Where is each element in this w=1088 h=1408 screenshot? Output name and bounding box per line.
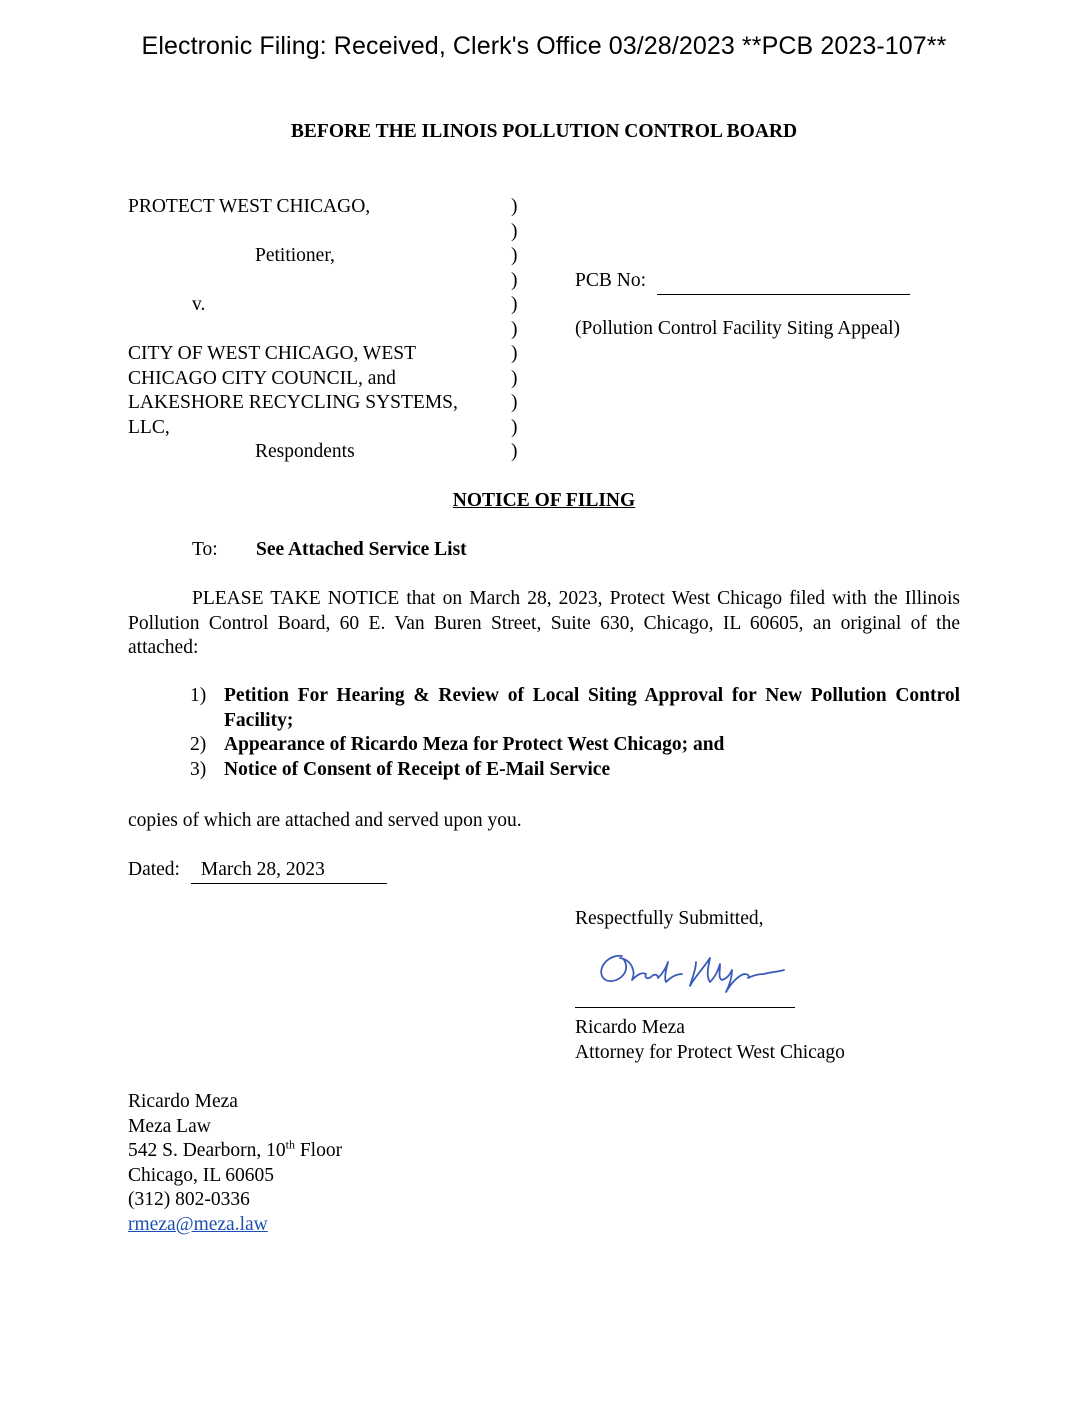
list-item — [190, 758, 960, 783]
signer-title: Attorney for Protect West Chicago — [575, 1042, 845, 1063]
filing-stamp: Electronic Filing: Received, Clerk's Office 03/28/2023 **PCB 2023-107** — [141, 32, 947, 60]
list-item-text: Appearance of Ricardo Meza for Protect West Chicago; and — [224, 734, 725, 755]
documents-list — [190, 684, 960, 782]
to-label: To: — [192, 539, 218, 560]
caption-paren: ) — [511, 392, 518, 413]
list-item-text: Notice of Consent of Receipt of E-Mail Service — [224, 758, 611, 780]
petitioner-role: Petitioner, — [255, 245, 335, 266]
contact-address — [128, 1139, 342, 1164]
pcb-number-label: PCB No: — [575, 270, 646, 291]
contact-ordinal-suffix: th — [285, 1137, 295, 1152]
pcb-number-blank — [657, 269, 910, 295]
respondent-line: LAKESHORE RECYCLING SYSTEMS, — [128, 392, 458, 413]
dated-row — [128, 858, 387, 884]
signature-line — [575, 1007, 795, 1008]
list-item — [190, 684, 960, 733]
respondents-role: Respondents — [255, 441, 355, 462]
contact-name: Ricardo Meza — [128, 1091, 238, 1112]
caption-paren: ) — [511, 269, 518, 291]
notice-title: NOTICE OF FILING — [452, 490, 636, 511]
respondents-names — [128, 342, 458, 440]
email-link[interactable]: rmeza@meza.law — [128, 1213, 268, 1235]
signer-name: Ricardo Meza — [575, 1017, 685, 1038]
board-heading: BEFORE THE ILINOIS POLLUTION CONTROL BOARD — [290, 121, 798, 142]
notice-paragraph: PLEASE TAKE NOTICE that on March 28, 2023, Protect West Chicago filed with the Illinois Pollution Control Board, 60 E. Van Buren Street, Suite 630, Chicago, IL 60605, an original of the attached: — [128, 588, 960, 658]
pcb-number-row — [575, 269, 910, 295]
versus: v. — [192, 294, 206, 315]
to-value: See Attached Service List — [256, 539, 467, 560]
contact-firm: Meza Law — [128, 1115, 211, 1137]
served-text: copies of which are attached and served upon you. — [128, 810, 522, 831]
contact-phone: (312) 802-0336 — [128, 1189, 250, 1210]
appeal-type: (Pollution Control Facility Siting Appeal) — [575, 318, 900, 339]
caption-paren: ) — [511, 220, 518, 242]
caption-paren: ) — [511, 416, 518, 438]
list-item-number: 3) — [190, 758, 207, 780]
contact-city: Chicago, IL 60605 — [128, 1164, 275, 1186]
respondent-line: CHICAGO CITY COUNCIL, and — [128, 367, 396, 389]
contact-street: 542 S. Dearborn, 10 — [128, 1140, 286, 1161]
list-item-number: 1) — [190, 685, 207, 706]
caption-paren: ) — [511, 294, 518, 315]
respondent-line: LLC, — [128, 416, 170, 438]
caption-paren: ) — [511, 318, 518, 340]
caption-paren-column — [511, 195, 518, 465]
caption-paren: ) — [511, 245, 518, 266]
dated-label: Dated: — [128, 859, 180, 880]
petitioner-name: PROTECT WEST CHICAGO, — [128, 196, 371, 217]
list-item-text: Petition For Hearing & Review of Local Siting Approval for New Pollution Control Facility; — [224, 685, 960, 731]
caption-paren: ) — [511, 441, 518, 462]
closing: Respectfully Submitted, — [575, 908, 764, 929]
dated-value: March 28, 2023 — [191, 858, 387, 884]
caption-paren: ) — [511, 367, 518, 389]
signature-image — [592, 944, 792, 994]
contact-block — [128, 1090, 342, 1237]
respondent-line: CITY OF WEST CHICAGO, WEST — [128, 343, 416, 364]
list-item-number: 2) — [190, 734, 207, 755]
caption-paren: ) — [511, 196, 518, 217]
contact-floor: Floor — [294, 1140, 343, 1161]
list-item — [190, 733, 960, 758]
caption-paren: ) — [511, 343, 518, 364]
